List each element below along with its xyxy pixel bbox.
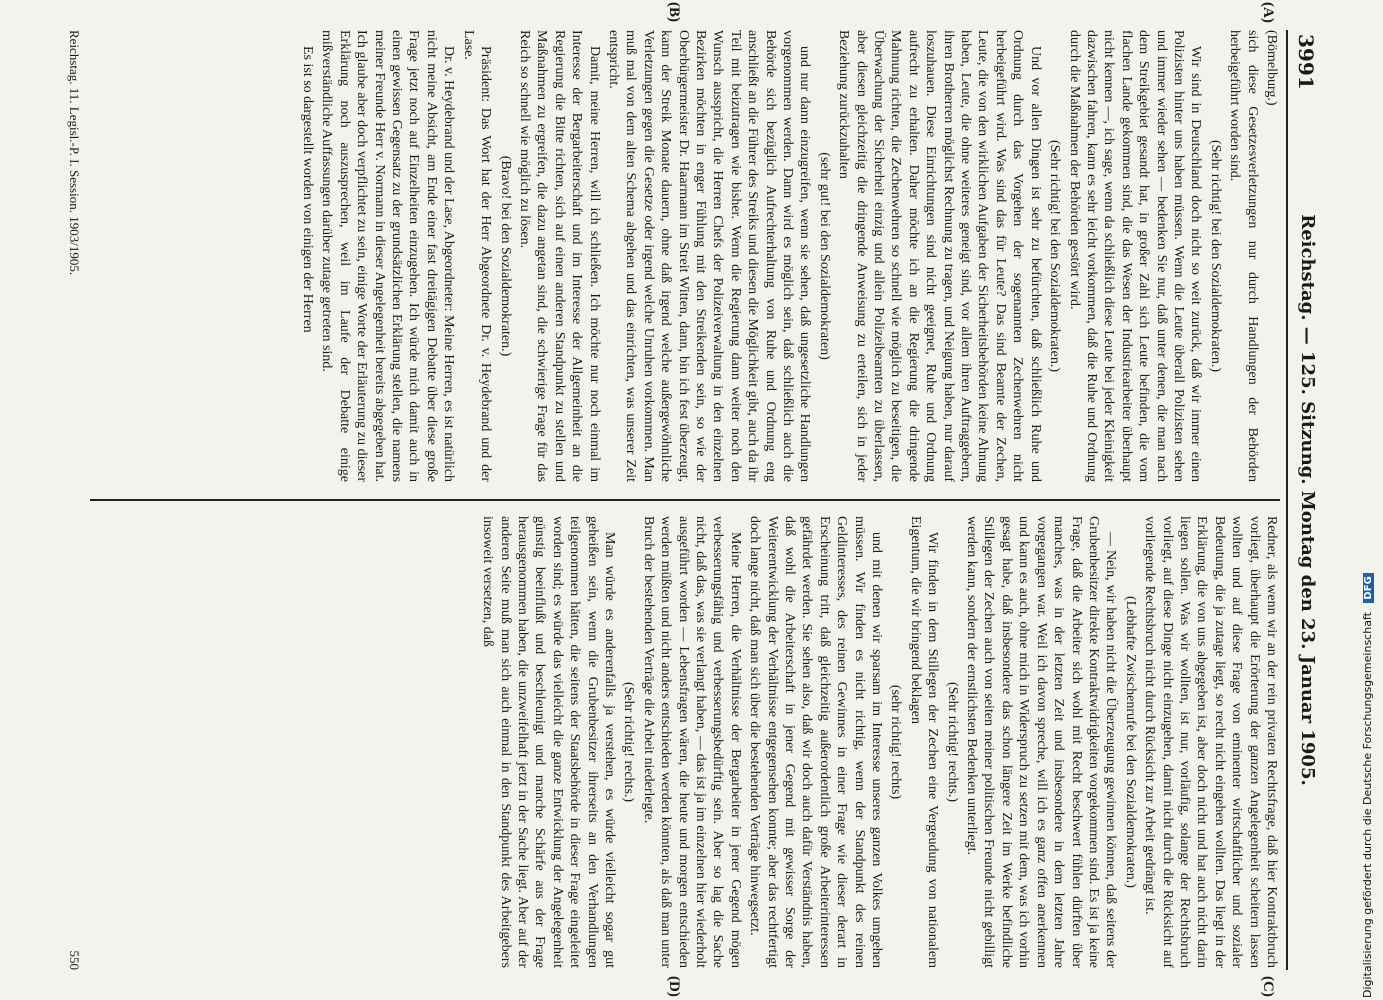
paragraph: (Sehr richtig! rechts.) (944, 681, 960, 803)
paragraph: sich diese Gesetzesverletzungen nur durch Handlungen der Behörden herbeigeführt worden sind. (1227, 30, 1260, 482)
margin-marker-b: (B) (666, 2, 682, 22)
paragraph: Wir finden in dem Stillegen der Zechen eine Vergeudung von nationalem Eigentum, die wir bringend beklagen (907, 516, 941, 968)
footer-page-number: 550 (67, 950, 82, 970)
page-number: 3991 (1294, 34, 1318, 90)
paragraph: (sehr richtig! rechts) (888, 684, 904, 800)
paragraph: (Sehr richtig! rechts.) (621, 681, 637, 803)
paragraph: Damit, meine Herren, will ich schließen. Ich möchte nur noch einmal im Interesse der Bergarbeiterschaft und im Interesse der Allgemeinheit an die Regierung die Bitte richten, sich auf einen anderen Standpunkt zu stellen und Maßnahmen zu ergreifen, die dazu angetan sind, die schwierige Frage für das Reich so schnell wie möglich zu lösen. (516, 30, 602, 482)
footer-citation: Reichstag. 11. Legisl.-P. I. Session. 1903/1905. (67, 30, 82, 276)
margin-marker-a: (A) (1260, 2, 1276, 23)
paragraph: (Bravo! bei den Sozialdemokraten.) (497, 155, 513, 357)
paragraph: Redner, als wenn wir an der rein privaten Rechtsfrage, daß hier Kontraktbruch vorliegt, überhaupt die Erörterung der ganzen Angelegenheit scheitern lassen wollten und auf diese Frage von eminenter wirtschaftlicher und sozialer Bedeutung, die ja zutage liegt, so recht nicht eingehen wollten. Das liegt in der Erklärung, die von uns abgegeben ist, aber doch nicht und hat auch nicht darin liegen sollen. Was wir wollten, ist nur, vorläufig, solange der Rechtsbruch vorliegt, auf diese Dinge nicht einzugehen, damit nicht durch die Rücksicht auf vorliegende Rechtsbruch nicht durch Rücksicht zur Arbeit gedrängt ist. (1142, 516, 1279, 968)
left-column (90, 30, 1280, 482)
paragraph: Meine Herren, die Verhältnisse der Bergarbeiter in jener Gegend mögen verbesserungsfähig und verbesserungsbedürftig sein. Aber so lag die Sache nicht, daß das, was sie verlangt haben, — das ist ja im einzelnen hier wiederholt ausgeführt worden — Lebensfragen wären, die heute und morgen entschieden werden müßten und nicht anders entschieden werden könnten, als daß man unter Bruch der bestehenden Verträge die Arbeit niederlegte. (640, 516, 743, 968)
paragraph: — Nein, wir haben nicht die Überzeugung gewinnen können, daß seitens der Grubenbesitzer direkte Kontraktwidrigkeiten vorgekommen sind. Es ist ja keine Frage, daß die Arbeiter sich wohl mit Recht beschwert fühlen dürften über manches, was in der letzten Zeit und insbesondere in dem letzten Jahre vorgegangen war. Weil ich davon spreche, will ich es ganz offen anerkennen und kann es auch, ohne mich in Widerspruch zu setzen mit dem, was ich vorhin gesagt habe, daß insbesondere das schon längere Zeit im Werke befindliche Stillegen der Zechen auch von seiten meiner politischen Freunde nicht gebilligt werden kann, sondern der ernstlichsten Bedenken unterliegt. (964, 516, 1119, 968)
paragraph: Es ist so dargestellt worden von einigen der Herren (300, 46, 316, 333)
paragraph: Und vor allen Dingen ist sehr zu befürchten, daß schließlich Ruhe und Ordnung durch das Vorgehen der sogenannten Zechenwehren nicht herbeigeführt wird. Was sind das für Leute? Das sind Beamte der Zechen, Leute, die von den wirklichen Aufgaben der Sicherheitsbehörden keine Ahnung haben, Leute, die ohne weiteres geneigt sind, vor allem ihren Auftraggebern, ihren Brotherren möglichst Rechnung zu tragen, und Neigung haben, nur darauf loszuhauen. Diese Einrichtungen sind nicht geeignet, Ruhe und Ordnung aufrecht zu erhalten. Daher möchte ich an die Regierung die dringende Mahnung richten, die Zechenwehren so schnell wie möglich zu beseitigen, die Überwachung der Sicherheit einzig und allein Polizeibeamten zu überlassen, aber diesen gleichzeitig die dringende Anweisung zu erteilen, sich in jeder Beziehung zurückzuhalten (836, 30, 1043, 482)
paragraph: und nur dann einzugreifen, wenn sie sehen, daß ungesetzliche Handlungen vorgenommen werden. Dann wird es möglich sein, daß schließlich auch die Behörde sich bezüglich Aufrechterhaltung von Ruhe und Ordnung eng anschließt an die Führer des Streiks und diesen die Möglichkeit gibt, auch da ihr Teil mit beizutragen wie bisher. Wenn die Regierung dann weiter noch den Wunsch ausspricht, die Herren Chefs der Polizeiverwaltung in den einzelnen Bezirken möchten in enger Fühlung mit den Streikenden sein, so wie der Oberbürgermeister Dr. Haarmann im Streit Witten, dann, bin ich fest überzeugt, kann der Streik Monate dauern, ohne daß irgend welche außergewöhnliche Verletzungen gegen die Gesetze oder irgend welche Unruhen vorkommen. Man muß mal von dem alten Schema abgehen und das einrichten, was unserer Zeit entspricht. (605, 30, 813, 482)
paragraph: Man würde es anderenfalls ja verstehen, es würde vielleicht sogar gut geheißen sein, wenn die Grubenbesitzer ihrerseits an den Verhandlungen teilgenommen hätten, die seitens der Staatsbehörde in dieser Frage eingeleitet worden sind; es würde das vielleicht die ganze Entwicklung der Angelegenheit günstig beeinflußt und beschleunigt und manche Schärfe aus der Frage herausgenommen haben, die unzweifelhaft jetzt in der Sache liegt. Aber auf der anderen Seite muß man sich auch einmal in den Standpunkt des Arbeitgebers insoweit versetzen, daß (480, 516, 617, 968)
paragraph: Dr. v. Heydebrand und der Lase, Abgeordneter: Meine Herren, es ist natürlich nicht meine Absicht, am Ende einer fast dreitägigen Debatte über diese große Frage jetzt noch auf Einzelheiten einzugehen. Ich würde mich damit auch in einen gewissen Gegensatz zu der grundsätzlichen Erklärung stellen, die namens meiner Freunde Herr v. Normann in dieser Angelegenheit bereits abgegeben hat. Ich glaube aber doch verpflichtet zu sein, einige Worte der Erläuterung zu dieser Erklärung noch auszusprechen, weil im Laufe der Debatte einige mißverständliche Auffassungen darüber zutage getreten sind. (319, 30, 457, 482)
document-page (12, 2, 1322, 997)
page-header (1286, 30, 1322, 970)
right-column (90, 516, 1280, 968)
digitization-note-text: Digitalisierung gefördert durch die Deutsche Forschungsgemeinschaft (1361, 612, 1374, 998)
margin-marker-d: (D) (666, 976, 682, 997)
paragraph: Präsident: Das Wort hat der Herr Abgeordnete Dr. v. Heydebrand und der Lase. (460, 30, 494, 482)
paragraph: (Sehr richtig! bei den Sozialdemokraten.) (1047, 139, 1063, 373)
digitization-note (1361, 573, 1374, 998)
paragraph: (sehr gut! bei den Sozialdemokraten) (816, 152, 832, 360)
margin-marker-c: (C) (1260, 976, 1276, 997)
paragraph: (Sehr richtig! bei den Sozialdemokraten.) (1207, 139, 1223, 373)
paragraph: (Bömelburg.) (1264, 30, 1279, 106)
column-divider (90, 499, 1280, 501)
paragraph: und mit denen wir sparsam im Interesse unseres ganzen Volkes umgehen müssen. Wir finden es nicht richtig, wenn der Standpunkt des reinen Geldinteresses, des reinen Gewinnes in einer Frage wie dieser derart in Erscheinung tritt, daß gleichzeitig außerordentlich große Arbeiterinteressen gefährdet werden. Sie sehen also, daß wir doch auch dafür Verständnis haben, daß wohl die Arbeiterschaft in jener Gegend mit gewisser Sorge der Weiterentwicklung der Verhältnisse entgegensehen konnte; aber das rechtfertigt doch lange nicht, daß man sich über die bestehenden Verträge hinwegsetzt. (747, 516, 885, 968)
dfg-logo-icon: DFG (1363, 573, 1374, 602)
paragraph: (Lebhafte Zwischenrufe bei den Sozialdemokraten.) (1122, 596, 1138, 888)
header-title: Reichstag. — 125. Sitzung. Montag den 23. Januar 1905. (1297, 214, 1318, 786)
paragraph: Wir sind in Deutschland doch nicht so weit zurück, daß wir immer einen Polizisten hinter uns haben müssen. Wenn die Leute überall Polizisten sehen und immer wieder sehen — bedenken Sie nur, daß unter denen, die man nach dem Streikgebiet gesandt hat, in großer Zahl sich Leute befinden, die vom flachen Lande gekommen sind, die das Wesen der Industriearbeiter überhaupt nicht kennen —, ich sage, wenn da schließlich diese Leute bei jeder Kleinigkeit dazwischen fahren, kann es sehr leicht vorkommen, daß die Ruhe und Ordnung durch die Maßnahmen der Behörden gestört wird. (1066, 30, 1204, 482)
